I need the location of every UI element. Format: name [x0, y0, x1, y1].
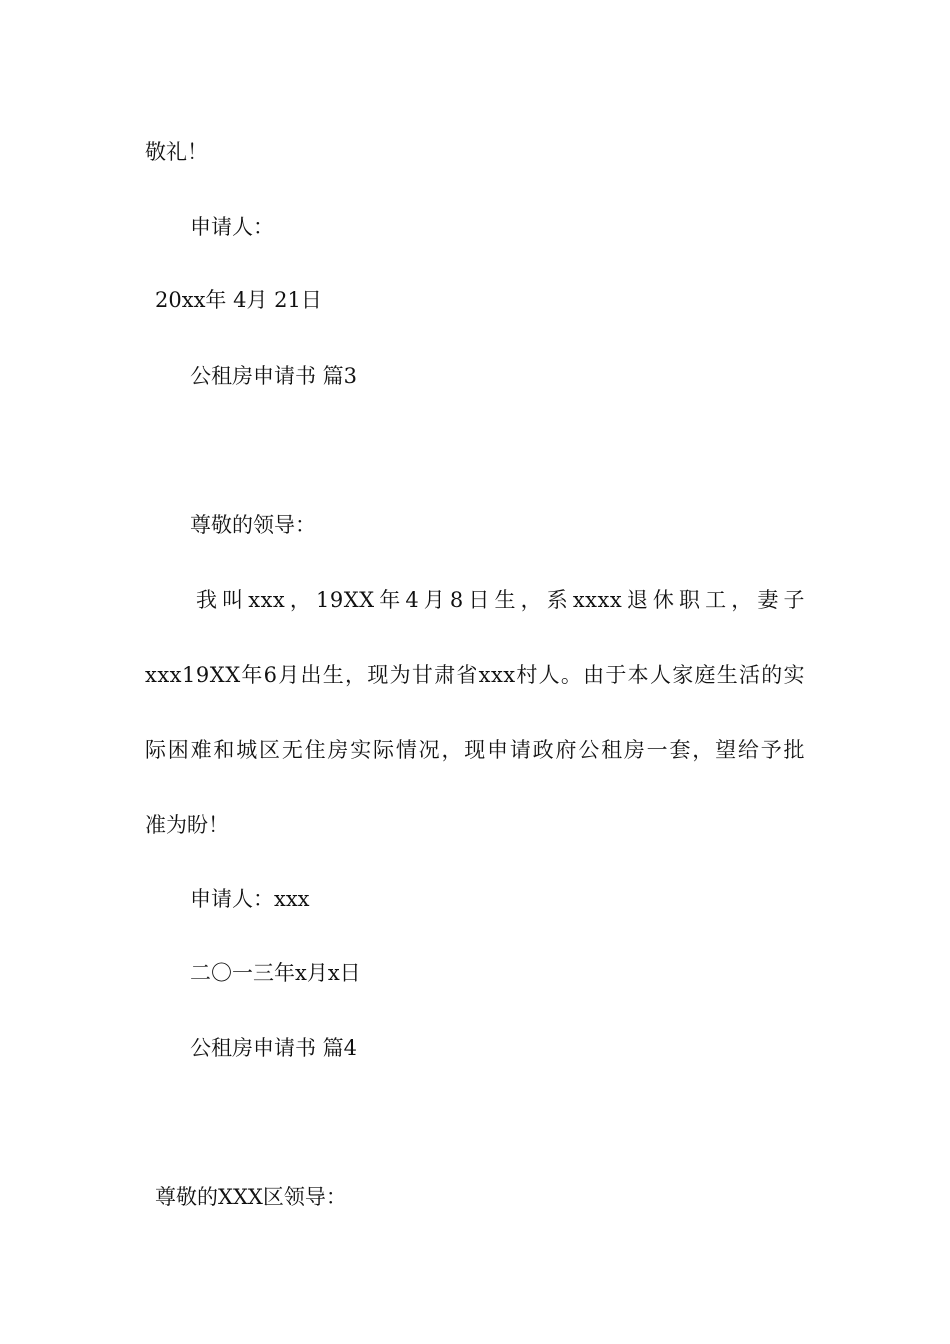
section-title: 公租房申请书 篇3: [190, 364, 358, 388]
date-line: 20xx年 4月 21日: [155, 288, 322, 312]
body-paragraph-line: 我叫xxx，19XX年4月8日生，系xxxx退休职工，妻子: [196, 588, 805, 612]
applicant-label: 申请人：: [190, 215, 274, 239]
body-paragraph-line: 准为盼！: [145, 813, 229, 837]
salutation: 尊敬的XXX区领导：: [155, 1185, 347, 1209]
date-line: 二〇一三年x月x日: [190, 961, 361, 985]
section-title: 公租房申请书 篇4: [190, 1036, 358, 1060]
body-paragraph-line: xxx19XX年6月出生，现为甘肃省xxx村人。由于本人家庭生活的实: [145, 663, 805, 687]
salutation: 尊敬的领导：: [190, 513, 316, 537]
body-paragraph-line: 际困难和城区无住房实际情况，现申请政府公租房一套，望给予批: [145, 738, 805, 762]
applicant-label: 申请人：xxx: [190, 887, 310, 911]
closing-text: 敬礼！: [145, 140, 208, 164]
